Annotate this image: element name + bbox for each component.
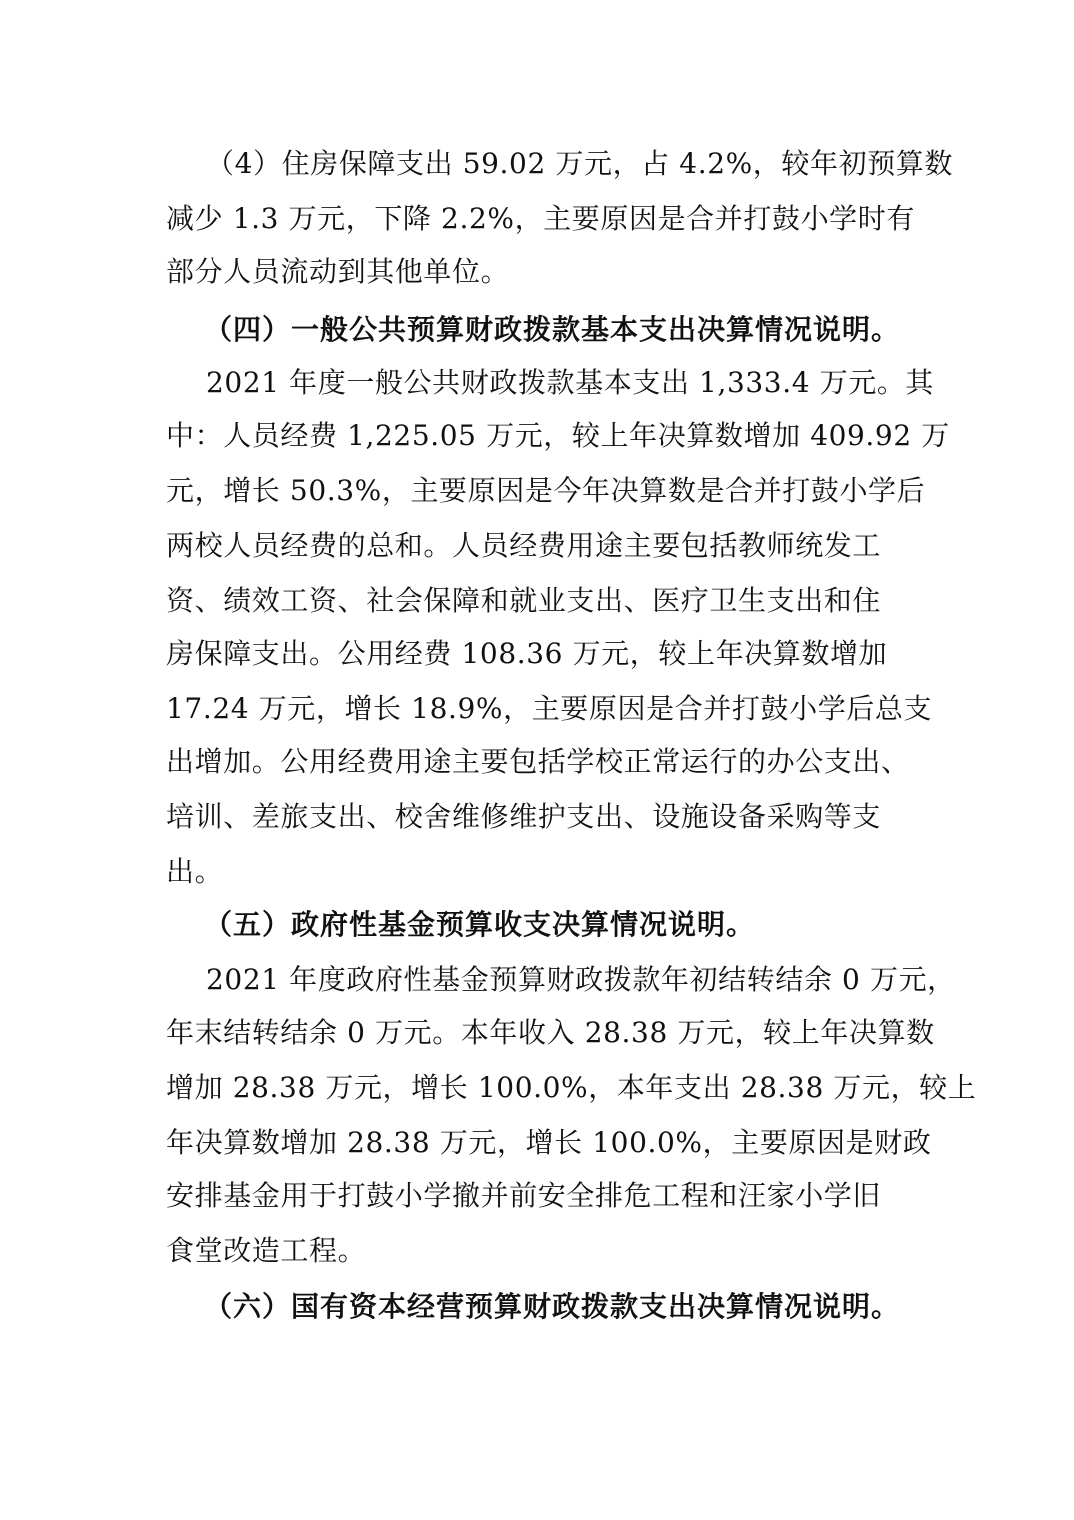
paragraph-line: 2021 年度一般公共财政拨款基本支出 1,333.4 万元。其: [206, 366, 935, 399]
paragraph-line: 资、绩效工资、社会保障和就业支出、医疗卫生支出和住: [166, 584, 882, 617]
paragraph-line: 减少 1.3 万元，下降 2.2%，主要原因是合并打鼓小学时有: [166, 202, 915, 235]
paragraph-line: 出增加。公用经费用途主要包括学校正常运行的办公支出、: [166, 745, 910, 778]
paragraph-line: 增加 28.38 万元，增长 100.0%，本年支出 28.38 万元，较上: [166, 1071, 977, 1104]
paragraph-line: 两校人员经费的总和。人员经费用途主要包括教师统发工: [166, 529, 882, 562]
section-heading: （五）政府性基金预算收支决算情况说明。: [204, 908, 756, 941]
section-heading: （四）一般公共预算财政拨款基本支出决算情况说明。: [204, 313, 901, 346]
paragraph-line: 培训、差旅支出、校舍维修维护支出、设施设备采购等支: [166, 800, 882, 833]
paragraph-line: 部分人员流动到其他单位。: [166, 255, 510, 288]
paragraph-line: （4）住房保障支出 59.02 万元，占 4.2%，较年初预算数: [206, 147, 954, 180]
section-heading: （六）国有资本经营预算财政拨款支出决算情况说明。: [204, 1290, 901, 1323]
paragraph-line: 元，增长 50.3%，主要原因是今年决算数是合并打鼓小学后: [166, 474, 926, 507]
paragraph-line: 房保障支出。公用经费 108.36 万元，较上年决算数增加: [166, 637, 888, 670]
paragraph-line: 年末结转结余 0 万元。本年收入 28.38 万元，较上年决算数: [166, 1016, 935, 1049]
paragraph-line: 安排基金用于打鼓小学撤并前安全排危工程和汪家小学旧: [166, 1179, 882, 1212]
paragraph-line: 出。: [166, 855, 224, 888]
paragraph-line: 17.24 万元，增长 18.9%，主要原因是合并打鼓小学后总支: [166, 692, 933, 725]
paragraph-line: 中：人员经费 1,225.05 万元，较上年决算数增加 409.92 万: [166, 419, 950, 452]
paragraph-line: 年决算数增加 28.38 万元，增长 100.0%，主要原因是财政: [166, 1126, 932, 1159]
paragraph-line: 2021 年度政府性基金预算财政拨款年初结转结余 0 万元，: [206, 963, 956, 996]
paragraph-line: 食堂改造工程。: [166, 1234, 367, 1267]
